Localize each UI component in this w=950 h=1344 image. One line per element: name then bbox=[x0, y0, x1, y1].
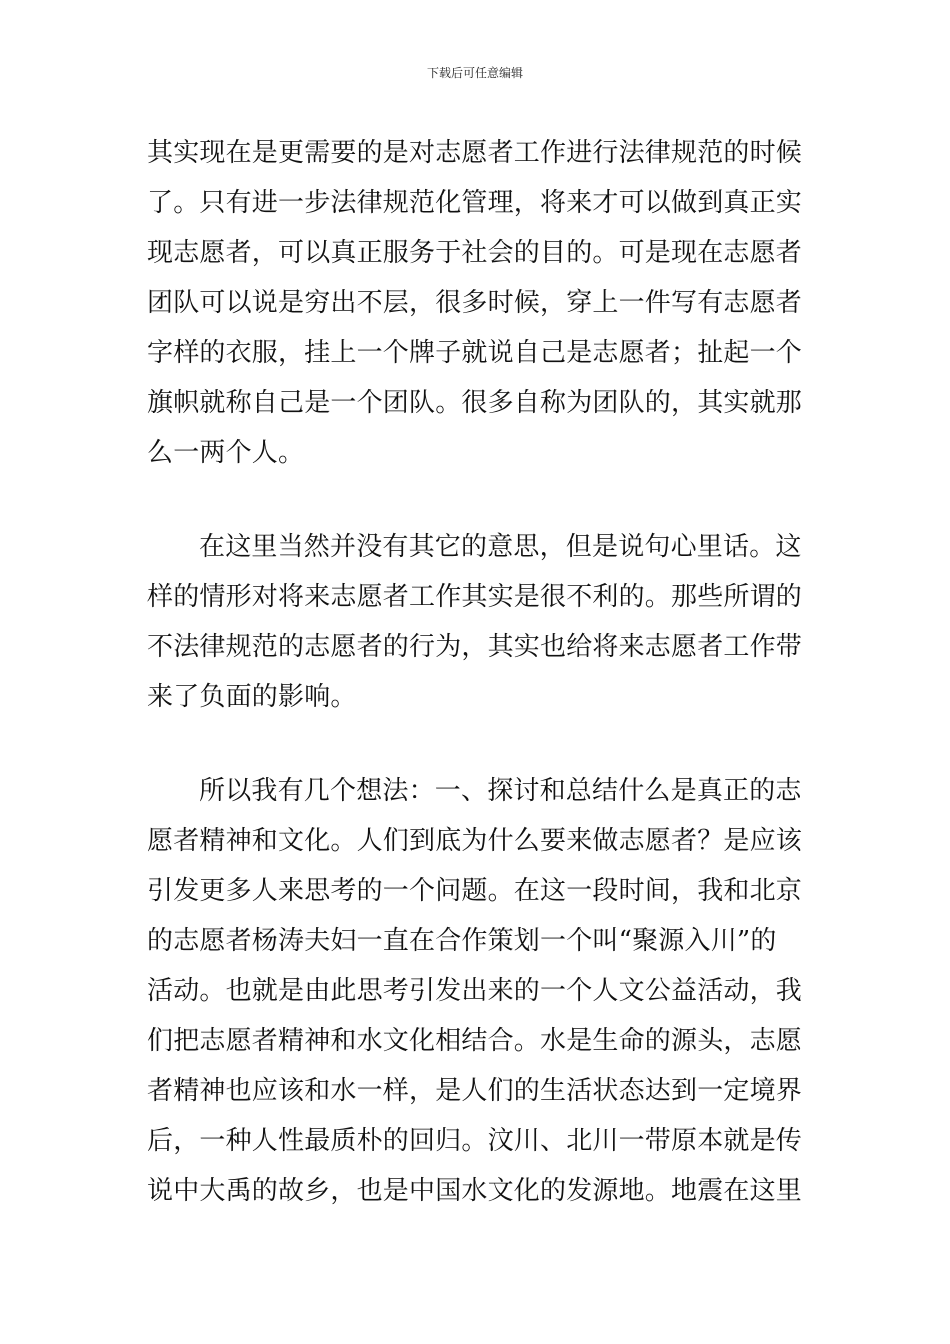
text-line: 所以我有几个想法：一、探讨和总结什么是真正的志 bbox=[199, 776, 802, 806]
text-line: 引发更多人来思考的一个问题。在这一段时间，我和北京 bbox=[147, 876, 803, 906]
text-line: 现志愿者，可以真正服务于社会的目的。可是现在志愿者 bbox=[147, 238, 803, 268]
text-line: 样的情形对将来志愿者工作其实是很不利的。那些所谓的 bbox=[147, 582, 803, 612]
text-line: 在这里当然并没有其它的意思，但是说句心里话。这 bbox=[199, 532, 802, 562]
text-line: 其实现在是更需要的是对志愿者工作进行法律规范的时候 bbox=[147, 138, 803, 168]
text-line: 们把志愿者精神和水文化相结合。水是生命的源头，志愿 bbox=[147, 1026, 803, 1056]
text-line: 后，一种人性最质朴的回归。汶川、北川一带原本就是传 bbox=[147, 1126, 803, 1156]
text-line: 字样的衣服，挂上一个牌子就说自己是志愿者；扯起一个 bbox=[147, 338, 803, 368]
paragraph bbox=[147, 128, 807, 478]
text-line: 愿者精神和文化。人们到底为什么要来做志愿者？是应该 bbox=[147, 826, 803, 856]
text-line: 的志愿者杨涛夫妇一直在合作策划一个叫“聚源入川”的 bbox=[147, 926, 777, 956]
text-line: 者精神也应该和水一样，是人们的生活状态达到一定境界 bbox=[147, 1076, 803, 1106]
page-header: 下载后可任意编辑 bbox=[426, 66, 523, 80]
paragraph bbox=[147, 522, 807, 722]
text-line: 不法律规范的志愿者的行为，其实也给将来志愿者工作带 bbox=[147, 632, 803, 662]
document-body bbox=[147, 128, 807, 1216]
text-line: 来了负面的影响。 bbox=[147, 682, 357, 712]
text-line: 活动。也就是由此思考引发出来的一个人文公益活动，我 bbox=[147, 976, 803, 1006]
paragraph-spacer bbox=[147, 478, 807, 522]
paragraph bbox=[147, 766, 807, 1216]
text-line: 旗帜就称自己是一个团队。很多自称为团队的，其实就那 bbox=[147, 388, 803, 418]
text-line: 团队可以说是穷出不层，很多时候，穿上一件写有志愿者 bbox=[147, 288, 803, 318]
paragraph-spacer bbox=[147, 722, 807, 766]
text-line: 说中大禹的故乡，也是中国水文化的发源地。地震在这里 bbox=[147, 1176, 803, 1206]
text-line: 了。只有进一步法律规范化管理，将来才可以做到真正实 bbox=[147, 188, 803, 218]
text-line: 么一两个人。 bbox=[147, 438, 305, 468]
